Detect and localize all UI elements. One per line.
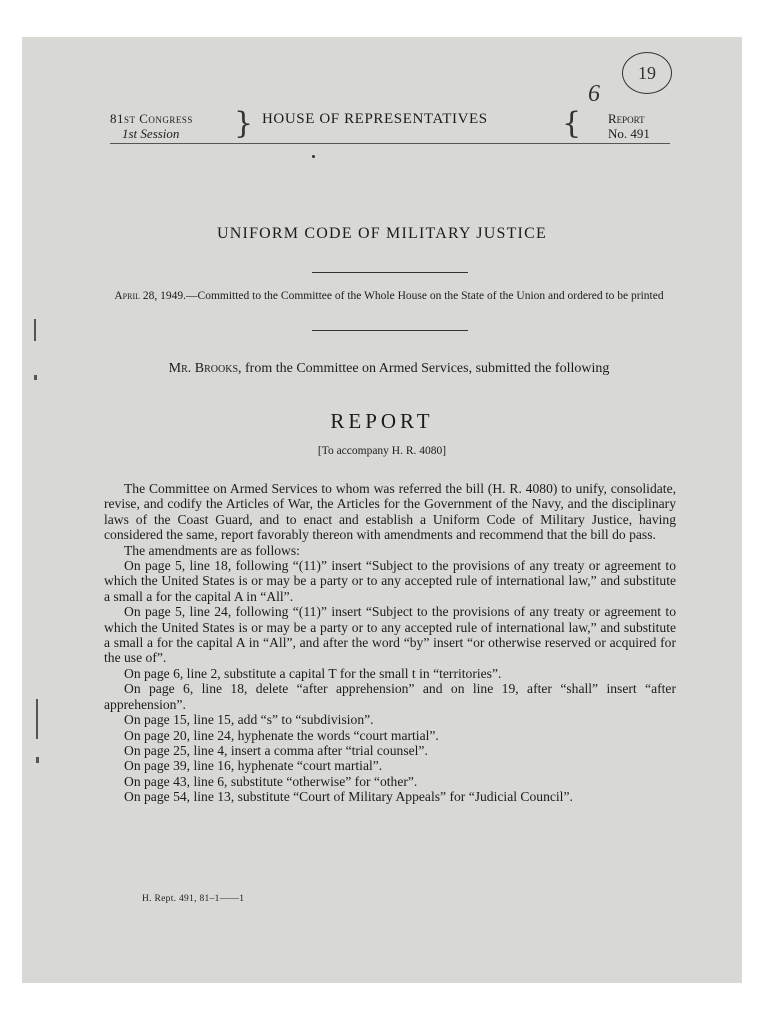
congress-session (110, 111, 193, 141)
body-paragraph: On page 43, line 6, substitute “otherwise” for “other”. (124, 773, 418, 789)
body-paragraph: On page 54, line 13, substitute “Court of Military Appeals” for “Judicial Council”. (124, 789, 573, 805)
document-title: UNIFORM CODE OF MILITARY JUSTICE (217, 225, 547, 242)
page-footer: H. Rept. 491, 81–1——1 (142, 894, 245, 904)
committed-text: —Committed to the Committee of the Whole House on the State of the Union and ordered to be printed (186, 290, 664, 302)
report-body (104, 481, 676, 805)
title-rule (312, 272, 468, 273)
report-heading: REPORT (330, 409, 434, 433)
circled-number: 19 (622, 52, 672, 94)
submitted-statement (104, 361, 674, 377)
left-brace: } (234, 106, 254, 141)
speck (312, 155, 315, 158)
document-page (22, 37, 742, 983)
body-paragraph: On page 5, line 18, following “(11)” insert “Subject to the provisions of any treaty or agreement to which the United States is or may be a party or to any accepted rule of international law,” and substitute a small a for the capital A in “All”. (104, 558, 676, 604)
header-rule (110, 143, 670, 144)
body-paragraph: The amendments are as follows: (124, 542, 300, 558)
margin-mark (34, 375, 37, 380)
accompany-note: [To accompany H. R. 4080] (317, 445, 447, 457)
body-paragraph: On page 5, line 24, following “(11)” insert “Subject to the provisions of any treaty or agreement to which the United States is or may be a party or to any accepted rule of international law,” and substitute a small a for the capital A in “All”, and after the word “by” insert “or otherwise reserved or acquired for the use of”. (104, 604, 676, 666)
body-paragraph: On page 39, line 16, hyphenate “court martial”. (124, 758, 383, 774)
body-paragraph: On page 25, line 4, insert a comma after “trial counsel”. (124, 742, 428, 758)
body-paragraph: On page 15, line 15, add “s” to “subdivision”. (124, 712, 374, 728)
session-label: 1st Session (122, 126, 180, 141)
margin-mark (34, 319, 36, 341)
report-label: Report (608, 111, 645, 126)
committed-statement (104, 289, 674, 304)
body-paragraph: On page 6, line 18, delete “after apprehension” and on line 19, after “shall” insert “after apprehension”. (104, 681, 676, 712)
handwritten-page-number: 6 (588, 81, 600, 107)
congress-label: 81st Congress (110, 111, 193, 126)
right-brace: { (562, 106, 582, 141)
body-paragraph: On page 20, line 24, hyphenate the words “court martial”. (124, 727, 439, 743)
margin-mark (36, 757, 39, 763)
report-number: No. 491 (608, 126, 650, 141)
committed-rule (312, 330, 468, 331)
submitter-name: Mr. Brooks (168, 361, 239, 376)
body-paragraph: The Committee on Armed Services to whom was referred the bill (H. R. 4080) to unify, consolidate, revise, and codify the Articles of War, the Articles for the Government of the Navy, and the disciplinary laws of the Coast Guard, and to enact and establish a Uniform Code of Military Justice, having considered the same, report favorably thereon with amendments and recommend that the bill do pass. (104, 481, 676, 543)
house-label: HOUSE OF REPRESENTATIVES (262, 111, 488, 127)
body-paragraph: On page 6, line 2, substitute a capital T for the small t in “territories”. (124, 665, 502, 681)
committed-date: April 28, 1949. (114, 290, 187, 302)
margin-mark (36, 699, 38, 739)
report-number-block (608, 111, 650, 141)
submitted-text: , from the Committee on Armed Services, submitted the following (238, 361, 610, 376)
